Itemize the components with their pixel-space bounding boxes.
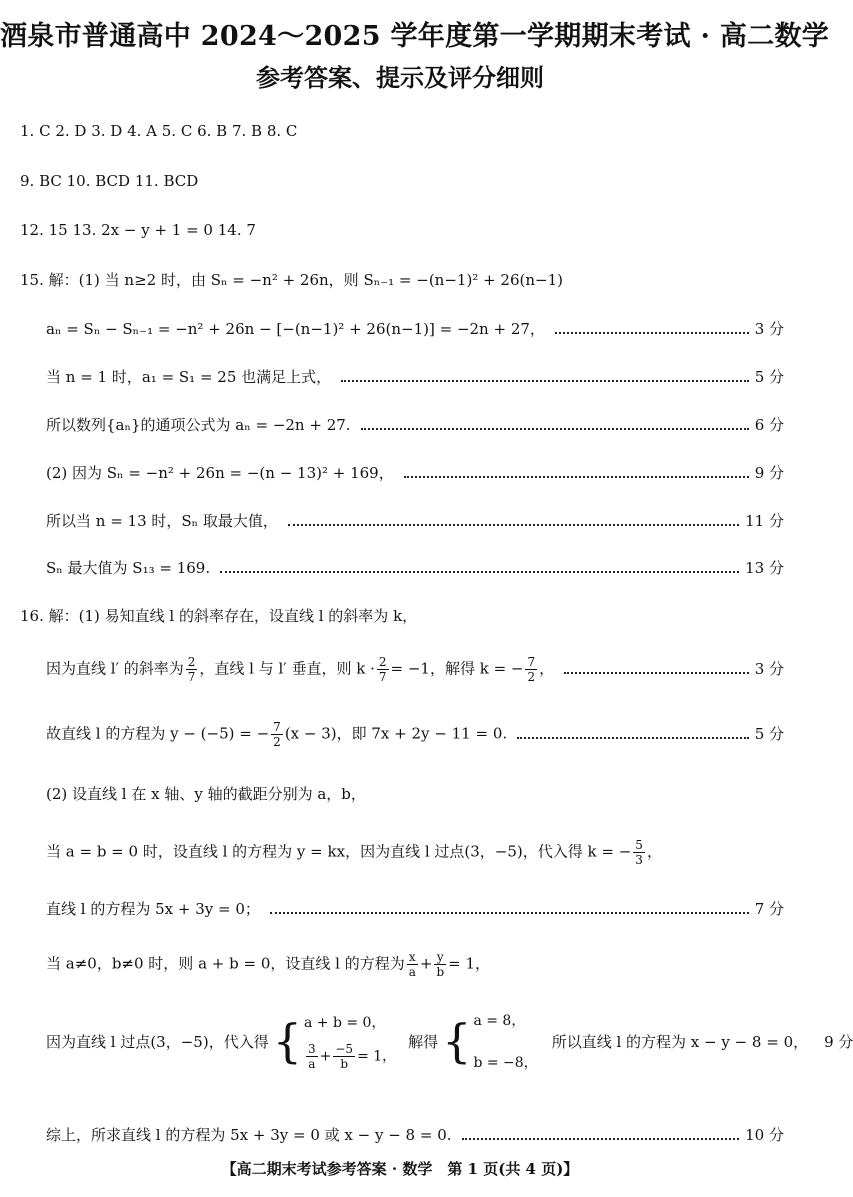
denominator: a: [308, 1056, 316, 1071]
numerator: y: [434, 950, 446, 965]
q16-line-6-text: 直线 l 的方程为 5x + 3y = 0；: [46, 900, 260, 918]
numerator: −5: [335, 1041, 354, 1056]
q15-line-5: [46, 462, 800, 483]
page-title: 酒泉市普通高中 2024～2025 学年度第一学期期末考试 · 高二数学: [0, 21, 830, 52]
text-segment: 因为直线 l 过点(3，−5)，代入得: [46, 1032, 269, 1051]
leader-dots: [288, 524, 739, 526]
q15-line-6: [46, 510, 800, 531]
q15-line-3: [46, 366, 800, 387]
numerator: 5: [635, 838, 643, 852]
text-segment: = −1，解得 k = −: [390, 659, 524, 678]
denominator: 7: [187, 670, 196, 684]
leader-dots: [404, 476, 749, 478]
score-label: 9 分: [754, 464, 784, 482]
text-segment: ，: [539, 659, 555, 678]
q15-line-2-text: aₙ = Sₙ − Sₙ₋₁ = −n² + 26n − [−(n−1)² + 26(n−1)] = −2n + 27，: [46, 320, 545, 338]
denominator: b: [340, 1056, 349, 1071]
numerator: 7: [527, 655, 536, 669]
system-cases: [473, 1010, 537, 1072]
numerator: 7: [273, 720, 281, 734]
q15-line-6-text: 所以当 n = 13 时，Sₙ 取最大值，: [46, 512, 278, 530]
fraction-3-a: [306, 1042, 318, 1071]
score-label: 6 分: [754, 416, 784, 434]
q16-line-1: 16. 解：(1) 易知直线 l 的斜率存在，设直线 l 的斜率为 k，: [20, 607, 418, 625]
q16-line-8-text: [46, 1010, 808, 1072]
q16-line-2-text: [46, 655, 554, 684]
answers-mc-1: 1. C 2. D 3. D 4. A 5. C 6. B 7. B 8. C: [20, 122, 298, 140]
numerator: 3: [307, 1041, 316, 1056]
fraction-x-a: [407, 950, 418, 979]
fraction-neg5-b: [333, 1042, 355, 1071]
score-label: 5 分: [754, 368, 784, 386]
score-label: 7 分: [754, 900, 784, 918]
numerator: 2: [187, 655, 196, 669]
denominator: 2: [527, 670, 536, 684]
case-line: [304, 1042, 396, 1071]
q16-line-9-text: 综上，所求直线 l 的方程为 5x + 3y = 0 或 x − y − 8 = 0.: [46, 1126, 452, 1144]
left-brace-icon: {: [442, 1014, 472, 1068]
text-segment: +: [319, 1048, 332, 1064]
text-segment: 解得: [408, 1032, 439, 1051]
score-label: 3 分: [754, 320, 784, 338]
case-line: a + b = 0，: [303, 1014, 386, 1031]
q15-line-4-text: 所以数列{aₙ}的通项公式为 aₙ = −2n + 27.: [46, 416, 351, 434]
q16-line-7: [46, 950, 800, 979]
text-segment: = 1，: [357, 1048, 397, 1064]
q16-line-5: [46, 838, 800, 867]
q15-line-4: [46, 414, 800, 435]
score-label: 11 分: [745, 512, 784, 530]
denominator: 7: [378, 670, 387, 684]
denominator: 2: [273, 735, 281, 749]
left-brace-icon: {: [272, 1014, 302, 1068]
denominator: a: [408, 965, 416, 979]
leader-dots: [462, 1138, 740, 1140]
q16-line-3: [46, 720, 800, 749]
fraction-2-7: [377, 655, 389, 684]
equation-system-1: [273, 1012, 396, 1071]
q15-line-7-text: Sₙ 最大值为 S₁₃ = 169.: [46, 559, 211, 577]
leader-dots: [517, 737, 749, 739]
text-segment: 故直线 l 的方程为 y − (−5) = −: [46, 724, 270, 743]
text-segment: 当 a = b = 0 时，设直线 l 的方程为 y = kx，因为直线 l 过点(3，−5)，代入得 k = −: [46, 842, 632, 861]
q16-line-2: [46, 655, 800, 684]
case-line: b = −8，: [473, 1055, 538, 1071]
answers-fill: 12. 15 13. 2x − y + 1 = 0 14. 7: [20, 221, 256, 239]
denominator: 3: [635, 853, 643, 867]
text-segment: 当 a≠0，b≠0 时，则 a + b = 0，设直线 l 的方程为: [46, 954, 405, 973]
q15-line-3-text: 当 n = 1 时，a₁ = S₁ = 25 也满足上式，: [46, 368, 332, 386]
score-label: 5 分: [754, 724, 784, 743]
leader-dots: [361, 428, 749, 430]
fraction-7-2: [525, 655, 537, 684]
leader-dots: [220, 571, 739, 573]
q15-line-1: 15. 解：(1) 当 n≥2 时，由 Sₙ = −n² + 26n，则 Sₙ₋₁ = −(n−1)² + 26(n−1): [20, 271, 563, 289]
q16-line-9: [46, 1124, 800, 1145]
fraction-7-2: [271, 720, 283, 749]
answers-mc-2: 9. BC 10. BCD 11. BCD: [20, 172, 199, 190]
text-segment: 因为直线 l′ 的斜率为: [46, 659, 184, 678]
q16-line-3-text: [46, 720, 507, 749]
score-label: 13 分: [745, 559, 784, 577]
numerator: x: [407, 950, 418, 965]
text-segment: = 1，: [448, 954, 491, 973]
numerator: 2: [378, 655, 387, 669]
page-subtitle: 参考答案、提示及评分细则: [256, 63, 544, 92]
q15-line-5-text: (2) 因为 Sₙ = −n² + 26n = −(n − 13)² + 169，: [46, 464, 394, 482]
text-segment: (x − 3)，即 7x + 2y − 11 = 0.: [284, 724, 508, 743]
text-segment: 所以直线 l 的方程为 x − y − 8 = 0，: [551, 1032, 809, 1051]
score-label: 10 分: [745, 1126, 784, 1144]
score-label: 3 分: [754, 659, 784, 678]
page-footer: 【高二期末考试参考答案 · 数学 第 1 页(共 4 页)】: [221, 1160, 579, 1178]
text-segment: +: [419, 954, 433, 973]
q16-line-8: [46, 1010, 853, 1072]
case-line: a = 8，: [473, 1013, 526, 1029]
q15-line-2: [46, 318, 800, 339]
q16-line-6: [46, 898, 800, 919]
denominator: b: [436, 965, 445, 979]
equation-system-2: [442, 1010, 538, 1072]
leader-dots: [270, 912, 749, 914]
text-segment: ，直线 l 与 l′ 垂直，则 k ·: [199, 659, 375, 678]
leader-dots: [341, 380, 749, 382]
fraction-5-3: [633, 838, 645, 867]
fraction-y-b: [434, 950, 446, 979]
system-cases: [304, 1012, 396, 1071]
leader-dots: [555, 332, 749, 334]
text-segment: ，: [646, 842, 662, 861]
leader-dots: [564, 672, 749, 674]
q16-line-4: (2) 设直线 l 在 x 轴、y 轴的截距分别为 a，b，: [46, 785, 366, 803]
score-label: 9 分: [824, 1032, 853, 1051]
q15-line-7: [46, 557, 800, 578]
fraction-2-7: [186, 655, 198, 684]
